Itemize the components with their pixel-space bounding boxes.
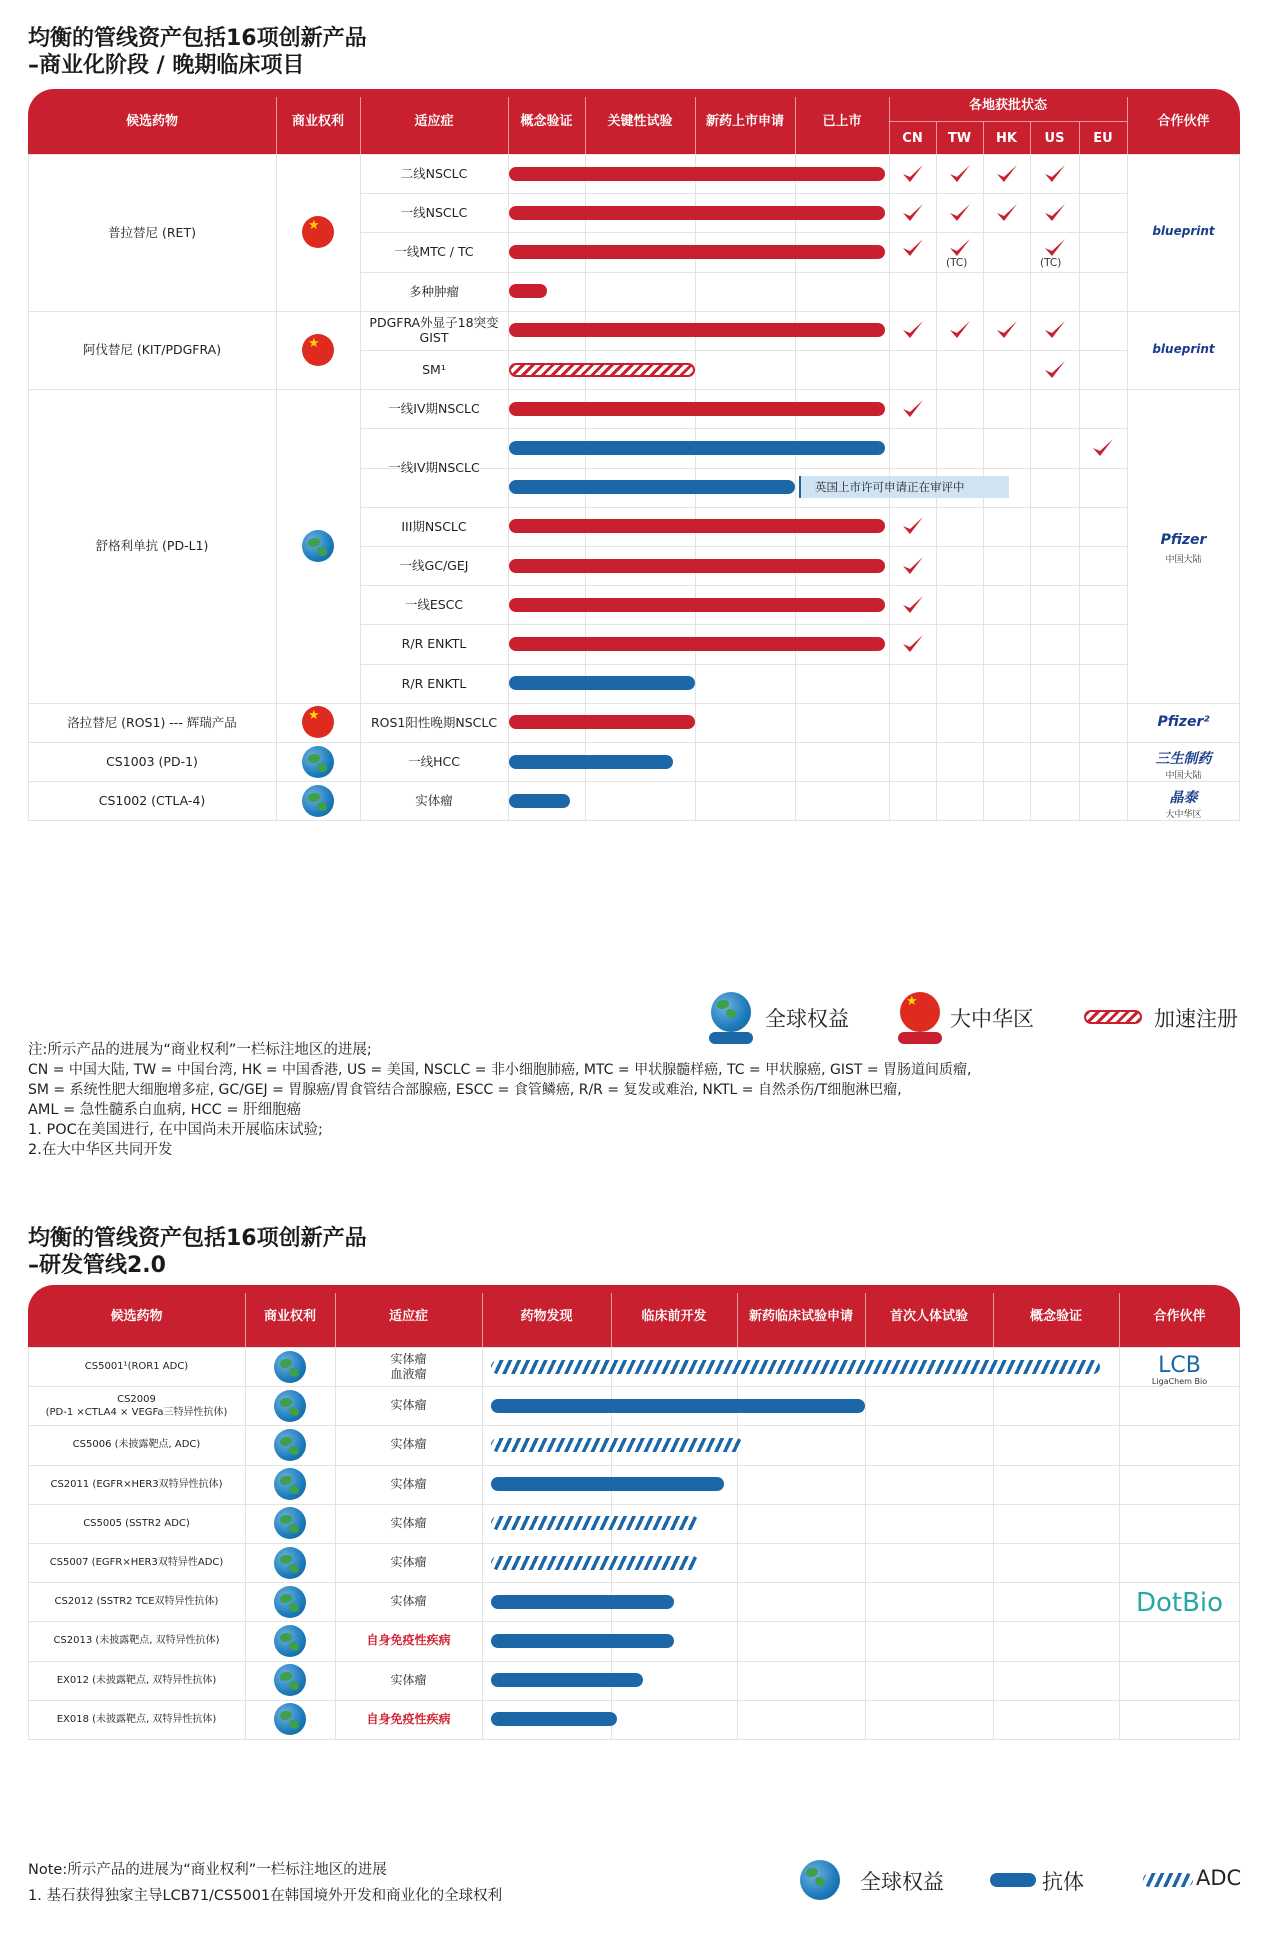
drug-name: CS5007 (EGFR×HER3双特异性ADC) [49,1557,224,1569]
indication-label: 实体瘤 [390,1437,427,1452]
partner-logo: LCB [1158,1352,1201,1378]
check-icon [901,554,925,578]
globe-icon [274,1703,306,1735]
drug-name: 洛拉替尼 (ROS1) --- 辉瑞产品 [67,714,237,730]
partner-note: 中国大陆 [1165,770,1202,781]
check-icon [901,201,925,225]
progress-bar [509,598,885,612]
commercial-pipeline-table [28,89,1240,979]
partner-logo: blueprint [1152,224,1215,239]
drug-name: 舒格利单抗 (PD-L1) [95,538,209,554]
header-drug: 候选药物 [110,1308,163,1324]
drug-name: CS2011 (EGFR×HER3双特异性抗体) [50,1478,223,1490]
progress-bar [491,1360,1100,1374]
drug-name: CS5006 (未披露靶点, ADC) [72,1439,201,1451]
china-flag-icon [302,216,334,248]
header-rights: 商业权利 [291,114,344,129]
indication-label: 一线GC/GEJ [399,558,469,574]
indication-label: ROS1阳性晚期NSCLC [370,714,498,730]
indication-label: PDGFRA外显子18突变 GIST [369,315,499,346]
china-flag-icon [900,992,940,1032]
check-icon [1043,162,1067,186]
indication-label: 自身免疫性疾病 [366,1633,451,1648]
note-line: 1. POC在美国进行, 在中国尚未开展临床试验; [28,1122,323,1138]
header-phase-poc: 概念验证 [1029,1308,1082,1324]
indication-label: 一线HCC [408,754,460,770]
section2-notes [28,1857,502,1909]
indication-label: 实体瘤 [390,1476,427,1491]
globe-icon [274,1390,306,1422]
indication-label: 实体瘤 [390,1555,427,1570]
drug-name: 阿伐替尼 (KIT/PDGFRA) [82,342,222,358]
header-approval-group: 各地获批状态 [968,97,1047,113]
indication-label: 一线MTC / TC [394,244,474,260]
header-phase-preclinical: 临床前开发 [641,1308,707,1324]
note-line: AML = 急性髓系白血病, HCC = 肝细胞癌 [28,1102,302,1118]
globe-icon [274,1586,306,1618]
progress-bar [509,519,885,533]
progress-bar [509,559,885,573]
header-phase-marketed: 已上市 [822,114,862,129]
check-icon [995,201,1019,225]
note-line: 1. 基石获得独家主导LCB71/CS5001在韩国境外开发和商业化的全球权利 [28,1888,503,1904]
globe-icon [302,785,334,817]
header-phase-poc: 概念验证 [520,114,573,129]
check-icon [901,162,925,186]
header-partner: 合作伙伴 [1153,1308,1206,1324]
check-icon [901,236,925,260]
globe-icon [274,1664,306,1696]
indication-label: 自身免疫性疾病 [366,1711,451,1726]
legend-antibody-label: 抗体 [1042,1870,1084,1894]
progress-bar [509,206,885,220]
drug-name: EX012 (未披露靶点, 双特异性抗体) [56,1674,217,1686]
legend-hatched-red-bar [1084,1010,1142,1024]
indication-label: 实体瘤 [390,1398,427,1413]
note-line: 注:所示产品的进展为“商业权利”一栏标注地区的进展; [28,1042,372,1058]
header-phase-ind: 新药临床试验申请 [748,1308,853,1324]
globe-icon [274,1625,306,1657]
progress-bar [491,1399,865,1413]
progress-bar [491,1516,699,1530]
partner-logo: 三生制药 [1155,750,1212,767]
drug-name: CS5005 (SSTR2 ADC) [83,1517,190,1529]
indication-label: R/R ENKTL [401,675,467,691]
drug-name: CS2013 (未披露靶点, 双特异性抗体) [53,1635,220,1647]
indication-label: 多种肿瘤 [408,283,459,299]
progress-bar [491,1556,699,1570]
globe-icon [274,1468,306,1500]
indication-label: 实体瘤 血液瘤 [390,1351,427,1381]
drug-name: CS2012 (SSTR2 TCE双特异性抗体) [54,1596,219,1608]
check-icon [901,514,925,538]
progress-bar [509,715,695,729]
header-partner: 合作伙伴 [1157,114,1210,129]
header-region-us: US [1044,130,1065,146]
section2-title-line2: –研发管线2.0 [28,1253,166,1278]
check-icon [948,318,972,342]
progress-bar [509,794,570,808]
indication-label: III期NSCLC [401,518,467,534]
partner-logo: Pfizer² [1157,714,1210,731]
drug-name: CS5001¹(ROR1 ADC) [84,1361,189,1373]
partner-logo: 晶泰 [1169,789,1198,806]
legend-adc-label: ADC [1196,1866,1242,1890]
check-icon [901,318,925,342]
note-line: 2.在大中华区共同开发 [28,1142,173,1158]
header-region-tw: TW [947,130,972,146]
check-icon [1043,201,1067,225]
drug-name: CS1003 (PD-1) [106,754,198,770]
check-icon [1091,436,1115,460]
check-icon [995,162,1019,186]
section2-title [28,1225,367,1279]
globe-icon [274,1547,306,1579]
section1-title-line2: –商业化阶段 / 晚期临床项目 [28,53,305,78]
section1-title-line1: 均衡的管线资产包括16项创新产品 [28,26,367,51]
check-icon [901,593,925,617]
partner-logo: blueprint [1152,342,1215,356]
indication-label: 实体瘤 [390,1594,427,1609]
indication-label: 一线IV期NSCLC [388,460,480,476]
indication-label: 一线IV期NSCLC [388,401,480,417]
globe-icon [274,1429,306,1461]
header-region-cn: CN [902,130,923,146]
check-icon [1043,358,1067,382]
header-phase-fih: 首次人体试验 [889,1308,968,1324]
indication-label: 实体瘤 [390,1672,427,1687]
check-icon [901,632,925,656]
note-line: CN = 中国大陆, TW = 中国台湾, HK = 中国香港, US = 美国, NSCLC = 非小细胞肺癌, MTC = 甲状腺髓样癌, TC = 甲状腺癌, GIST = 胃肠道间质瘤, [28,1062,972,1078]
legend-antibody-bar [990,1873,1036,1887]
progress-bar [509,676,695,690]
drug-name: 普拉替尼 (RET) [108,224,196,240]
indication-label: R/R ENKTL [401,636,467,652]
progress-bar [509,755,673,769]
progress-bar [491,1712,617,1726]
progress-bar [491,1438,743,1452]
globe-icon [302,530,334,562]
check-icon [1043,318,1067,342]
header-phase-pivotal: 关键性试验 [607,114,673,129]
legend-accelerated-label: 加速注册 [1154,1007,1238,1031]
drug-name: EX018 (未披露靶点, 双特异性抗体) [56,1713,217,1725]
note-line: Note:所示产品的进展为“商业权利”一栏标注地区的进展 [28,1862,387,1878]
note-line: SM = 系统性肥大细胞增多症, GC/GEJ = 胃腺癌/胃食管结合部腺癌, ESCC = 食管鳞癌, R/R = 复发或难治, NKTL = 自然杀伤/T细胞淋巴瘤, [28,1082,902,1098]
table-header [28,1285,1240,1347]
china-flag-icon [302,706,334,738]
drug-name: CS2009 (PD-1 ×CTLA4 × VEGFa三特异性抗体) [45,1393,228,1418]
partner-note: 大中华区 [1165,809,1202,820]
progress-bar [509,480,795,494]
header-region-eu: EU [1093,130,1113,146]
indication-label: SM¹ [422,362,446,378]
globe-icon [274,1507,306,1539]
indication-label: 二线NSCLC [400,166,468,182]
china-flag-icon [302,334,334,366]
indication-label: 实体瘤 [415,793,453,809]
rd-pipeline-table [28,1285,1240,1835]
progress-bar [509,637,885,651]
progress-bar [491,1595,674,1609]
section1-notes [28,1040,972,1160]
header-rights: 商业权利 [263,1308,316,1324]
progress-bar [491,1477,724,1491]
tc-note: (TC) [1040,257,1062,269]
progress-bar [509,167,885,181]
check-icon [995,318,1019,342]
partner-note: LigaChem Bio [1151,1376,1208,1386]
legend-global-label: 全球权益 [860,1870,944,1894]
grid-line [1030,154,1031,820]
partner-logo: Pfizer [1160,532,1207,548]
legend-global-label: 全球权益 [765,1007,849,1031]
globe-icon [711,992,751,1032]
section2-title-line1: 均衡的管线资产包括16项创新产品 [28,1226,367,1251]
partner-note: 中国大陆 [1165,555,1202,565]
progress-bar [509,245,885,259]
partner-logo: DotBio [1135,1587,1224,1618]
indication-label: 一线NSCLC [400,205,468,221]
grid-line [28,820,1240,821]
globe-icon [274,1351,306,1383]
check-icon [948,201,972,225]
indication-label: 一线ESCC [404,597,464,613]
drug-name: CS1002 (CTLA-4) [98,793,206,809]
progress-bar [491,1634,674,1648]
progress-bar [509,284,547,298]
table-header [28,89,1240,154]
progress-bar [509,323,885,337]
check-icon [948,162,972,186]
indication-label: 实体瘤 [390,1515,427,1530]
header-indication: 适应症 [388,1308,428,1324]
globe-icon [302,746,334,778]
grid-line [1079,154,1080,820]
grid-line [276,154,277,820]
check-icon [901,397,925,421]
progress-bar [491,1673,643,1687]
section1-title [28,25,367,79]
progress-bar [509,441,885,455]
header-indication: 适应症 [414,114,454,129]
review-callout: 英国上市许可申请正在审评中 [799,476,1009,498]
legend-greater-china-label: 大中华区 [950,1007,1034,1031]
header-phase-discovery: 药物发现 [520,1308,573,1324]
grid-line [28,1739,1240,1740]
header-drug: 候选药物 [125,114,178,129]
progress-bar [509,402,885,416]
progress-bar [509,363,695,377]
globe-icon [800,1860,840,1900]
header-phase-nda: 新药上市申请 [705,114,784,129]
tc-note: (TC) [946,257,968,269]
header-region-hk: HK [996,130,1017,146]
legend-adc-bar [1143,1873,1193,1887]
